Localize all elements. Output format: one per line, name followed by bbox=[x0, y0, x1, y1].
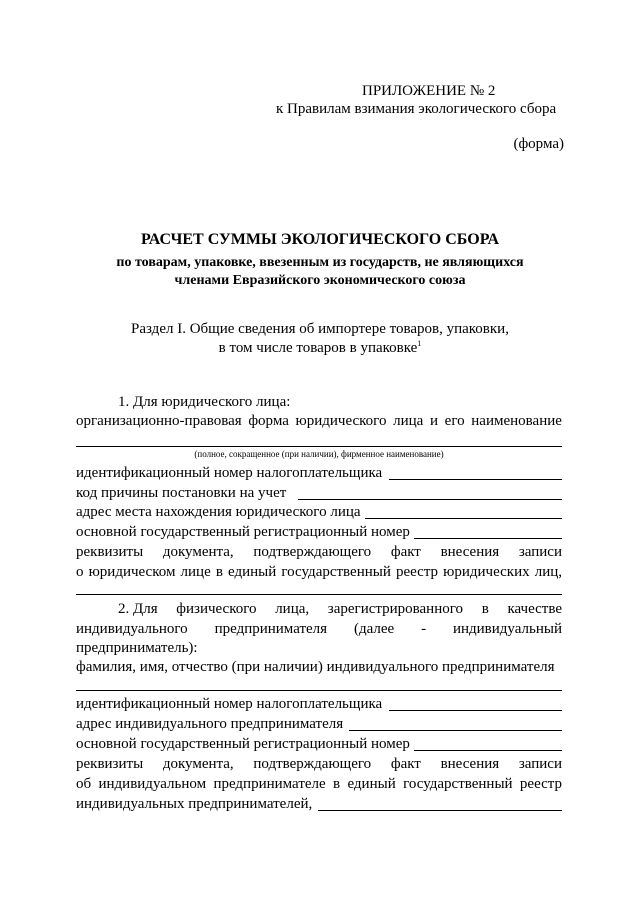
word: зарегистрированного bbox=[327, 601, 464, 617]
individual-address-field[interactable] bbox=[349, 730, 562, 731]
word: 2. Для bbox=[118, 601, 158, 617]
document-subtitle-2: членами Евразийского экономического союза bbox=[174, 273, 466, 288]
word: о bbox=[76, 564, 84, 580]
legal-name-caption: (полное, сокращенное (при наличии), фирменное наименование) bbox=[194, 449, 444, 459]
individual-fio-field-line[interactable] bbox=[76, 690, 562, 691]
word: в bbox=[481, 601, 489, 617]
word: факт bbox=[390, 756, 421, 772]
word: документа, bbox=[162, 544, 234, 560]
word: индивидуальный bbox=[452, 621, 562, 637]
word: реквизиты bbox=[76, 756, 144, 772]
word: юридическом bbox=[88, 564, 176, 580]
individual-last-line-field[interactable] bbox=[318, 810, 562, 811]
word: единый bbox=[228, 564, 277, 580]
individual-requisites-line bbox=[76, 755, 562, 773]
word: юридических bbox=[443, 564, 530, 580]
word: записи bbox=[518, 756, 562, 772]
word: наименование bbox=[471, 413, 562, 429]
appendix-rules: к Правилам взимания экологического сбора bbox=[276, 101, 557, 117]
legal-ogrn-label: основной государственный регистрационный номер bbox=[76, 524, 410, 540]
word: подтверждающего bbox=[253, 544, 372, 560]
word: индивидуального bbox=[76, 621, 188, 637]
individual-last-line-label: индивидуальных предпринимателей, bbox=[76, 796, 313, 812]
individual-registry-line bbox=[76, 775, 562, 793]
word: записи bbox=[518, 544, 562, 560]
word: индивидуальном bbox=[98, 776, 207, 792]
word: реестр bbox=[519, 776, 562, 792]
word: качестве bbox=[507, 601, 562, 617]
word: лица, bbox=[275, 601, 310, 617]
individual-inn-field[interactable] bbox=[389, 710, 562, 711]
individual-inn-label: идентификационный номер налогоплательщика bbox=[76, 696, 383, 712]
legal-name-field-line[interactable] bbox=[76, 446, 562, 447]
section-heading-text: в том числе товаров в упаковке bbox=[218, 340, 418, 356]
word: - bbox=[421, 621, 427, 637]
legal-registry-line bbox=[76, 563, 562, 581]
individual-ogrnip-label: основной государственный регистрационный номер bbox=[76, 736, 410, 752]
individual-fio-label: фамилия, имя, отчество (при наличии) индивидуального предпринимателя bbox=[76, 659, 555, 675]
legal-address-label: адрес места нахождения юридического лица bbox=[76, 504, 361, 520]
word: предпринимателе bbox=[213, 776, 326, 792]
word: лиц, bbox=[534, 564, 562, 580]
word: организационно-правовая bbox=[76, 413, 242, 429]
appendix-number: ПРИЛОЖЕНИЕ № 2 bbox=[362, 83, 496, 99]
individual-ogrnip-field[interactable] bbox=[414, 750, 562, 751]
legal-inn-label: идентификационный номер налогоплательщика bbox=[76, 465, 383, 481]
word: внесения bbox=[440, 544, 500, 560]
word: (далее bbox=[353, 621, 395, 637]
legal-requisites-line bbox=[76, 543, 562, 561]
word: лица bbox=[393, 413, 424, 429]
word: в bbox=[333, 776, 341, 792]
individual-heading-line bbox=[118, 600, 562, 618]
legal-address-field[interactable] bbox=[365, 518, 562, 519]
word: государственный bbox=[281, 564, 391, 580]
legal-kpp-label: код причины постановки на учет bbox=[76, 485, 287, 501]
legal-inn-field[interactable] bbox=[389, 479, 562, 480]
word: единый bbox=[347, 776, 396, 792]
word: физического bbox=[176, 601, 257, 617]
word: об bbox=[76, 776, 92, 792]
word: его bbox=[444, 413, 465, 429]
word: подтверждающего bbox=[253, 756, 372, 772]
word: юридического bbox=[295, 413, 387, 429]
word: форма bbox=[248, 413, 289, 429]
word: предпринимателя bbox=[214, 621, 328, 637]
legal-entity-name-line bbox=[76, 412, 562, 430]
individual-line-2 bbox=[76, 620, 562, 638]
word: документа, bbox=[162, 756, 234, 772]
word: факт bbox=[390, 544, 421, 560]
individual-address-label: адрес индивидуального предпринимателя bbox=[76, 716, 344, 732]
legal-kpp-field[interactable] bbox=[298, 499, 562, 500]
word: лице bbox=[180, 564, 211, 580]
document-title: РАСЧЕТ СУММЫ ЭКОЛОГИЧЕСКОГО СБОРА bbox=[140, 231, 499, 248]
form-mark: (форма) bbox=[513, 136, 564, 152]
individual-line-3: предприниматель): bbox=[76, 640, 198, 656]
footnote-ref: 1 bbox=[417, 339, 422, 348]
word: и bbox=[429, 413, 439, 429]
legal-registry-field-line[interactable] bbox=[76, 594, 562, 595]
word: внесения bbox=[440, 756, 500, 772]
legal-ogrn-field[interactable] bbox=[414, 538, 562, 539]
word: реестр bbox=[395, 564, 439, 580]
word: реквизиты bbox=[76, 544, 144, 560]
section-heading-2 bbox=[0, 339, 640, 357]
section-heading-1: Раздел I. Общие сведения об импортере товаров, упаковки, bbox=[131, 321, 509, 337]
legal-entity-heading: 1. Для юридического лица: bbox=[118, 394, 291, 410]
word: государственный bbox=[403, 776, 513, 792]
word: в bbox=[215, 564, 223, 580]
document-subtitle-1: по товарам, упаковке, ввезенным из государств, не являющихся bbox=[116, 255, 524, 270]
